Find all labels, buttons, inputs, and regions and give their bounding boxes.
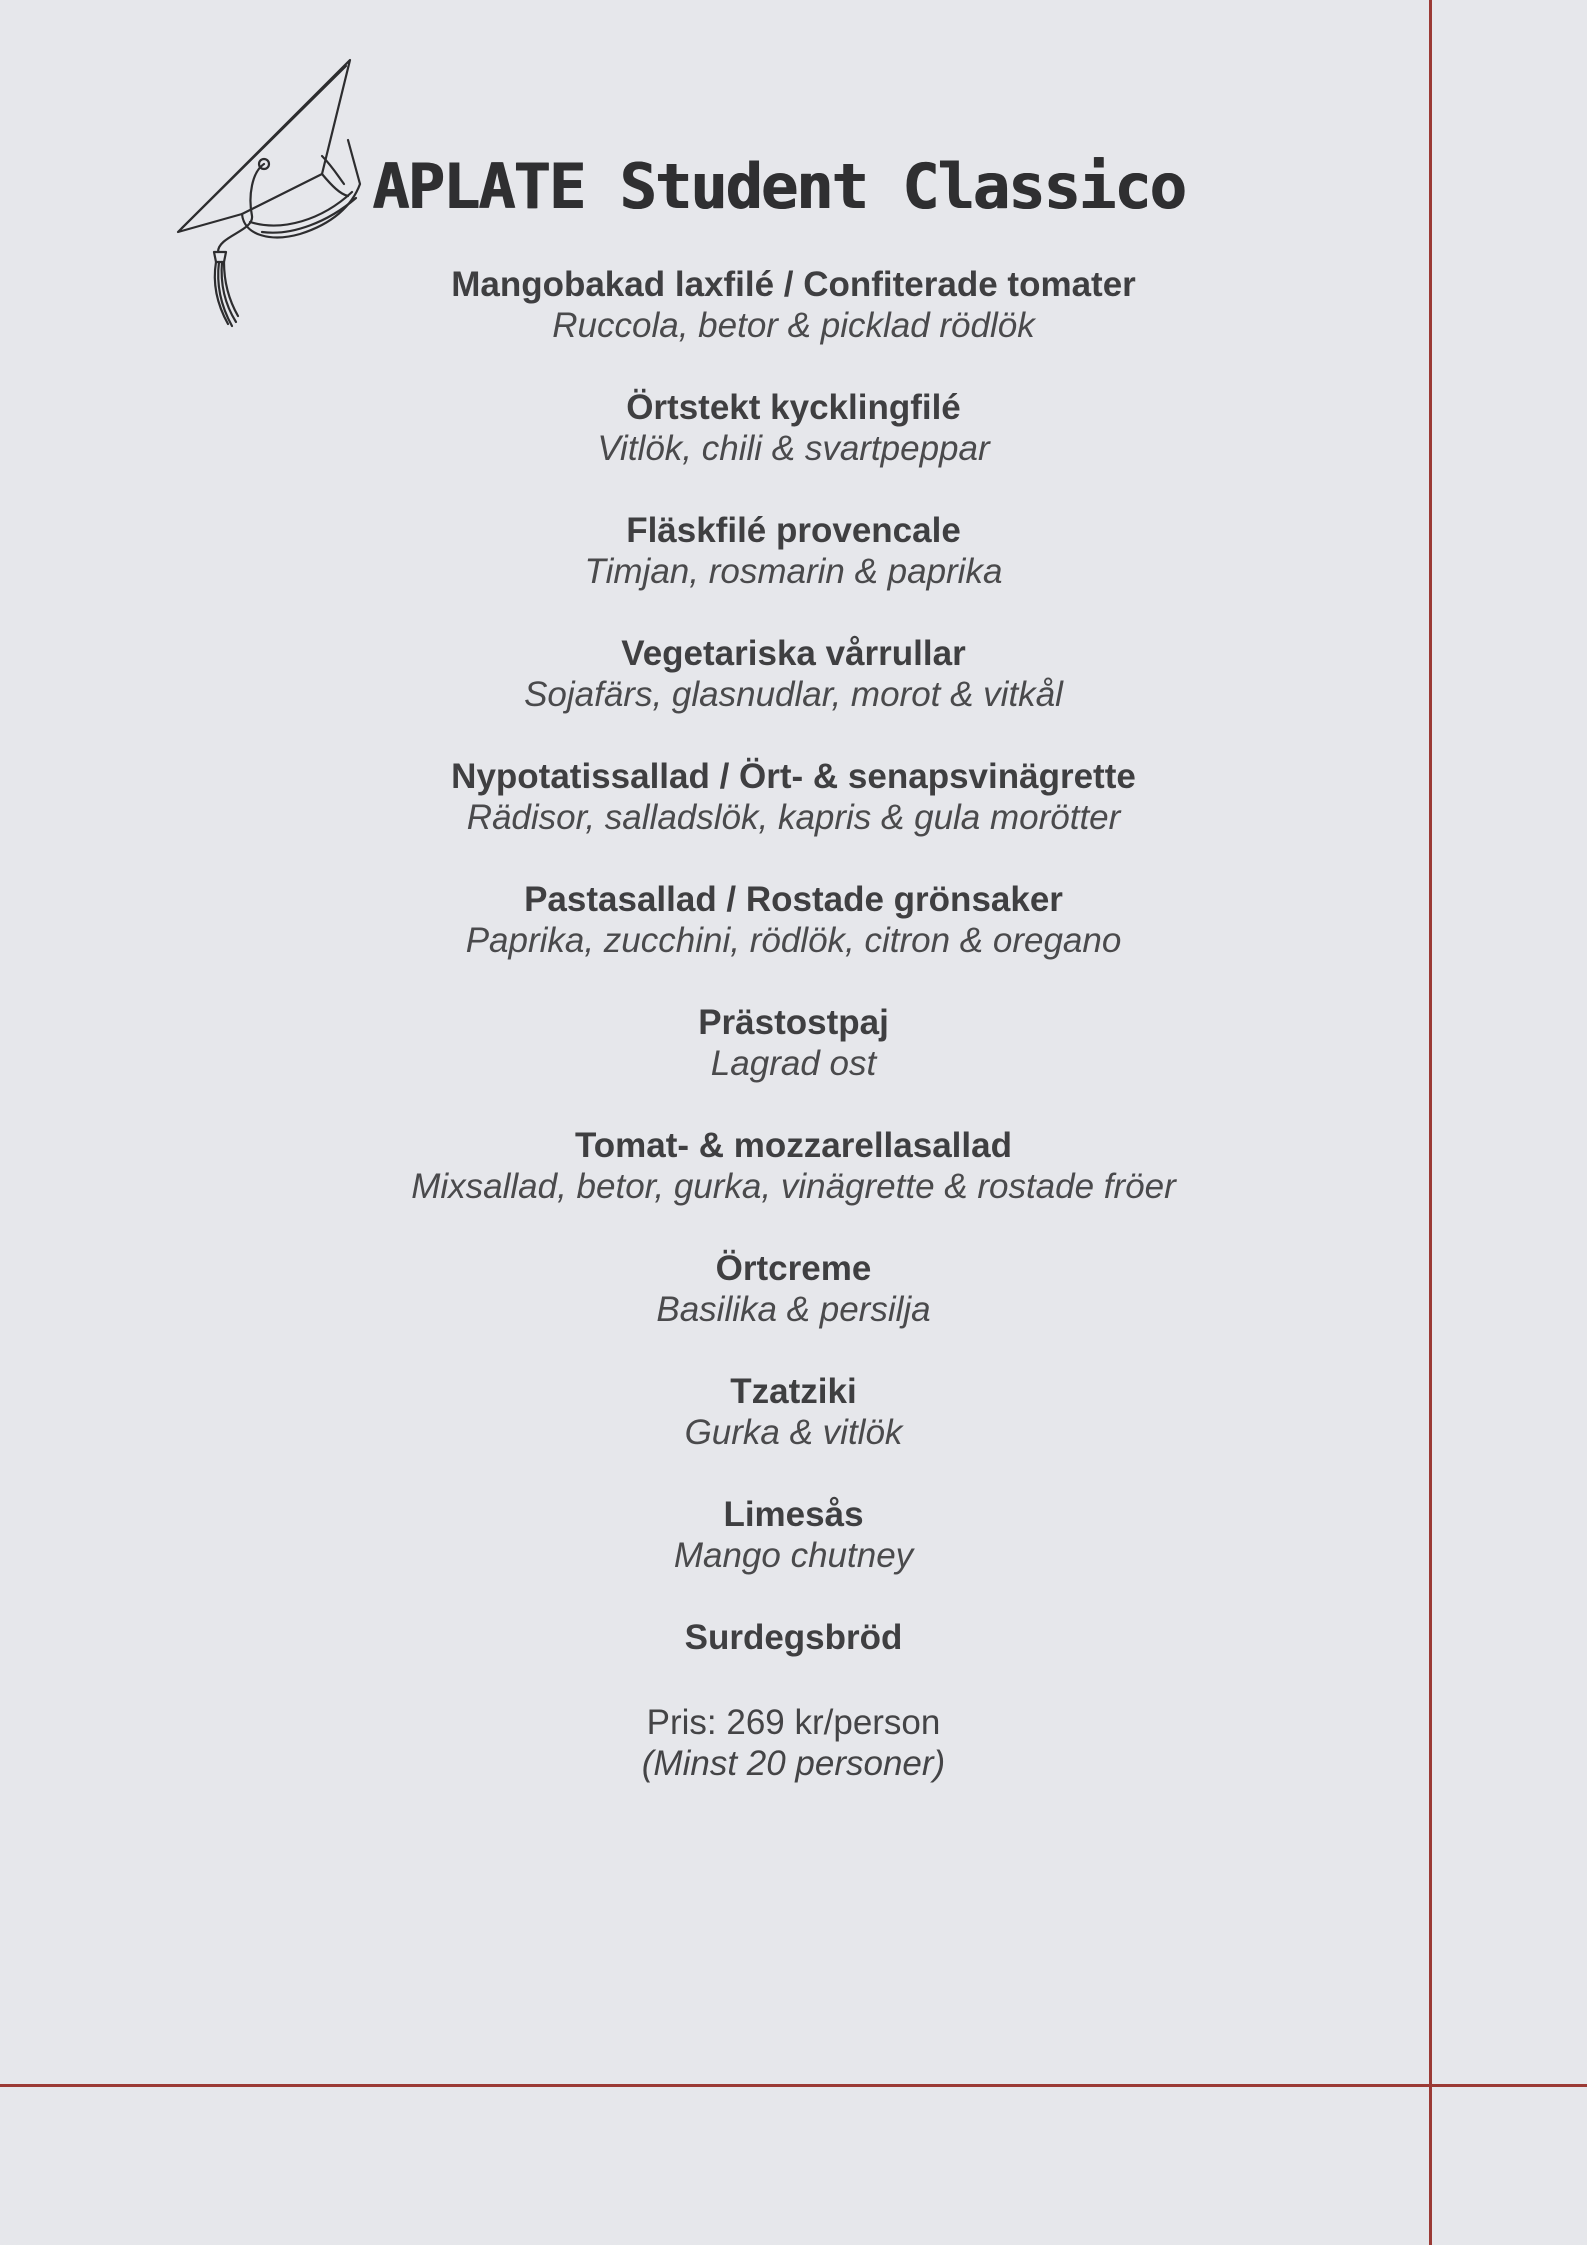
dish-description: Paprika, zucchini, rödlök, citron & oregano [465, 921, 1122, 960]
dish-name: Vegetariska vårrullar [621, 634, 966, 673]
price-block [0, 1702, 1587, 1784]
menu-list [0, 264, 1587, 1740]
dish-description: Lagrad ost [710, 1044, 877, 1083]
dish-item [0, 1002, 1587, 1125]
dish-name: Fläskfilé provencale [626, 511, 961, 550]
dish-item [0, 1371, 1587, 1494]
dish-name: Örtcreme [715, 1249, 872, 1288]
dish-description: Vitlök, chili & svartpeppar [597, 429, 990, 468]
dish-item [0, 756, 1587, 879]
dish-item [0, 387, 1587, 510]
dish-description: Mixsallad, betor, gurka, vinägrette & rostade fröer [411, 1167, 1176, 1206]
dish-item [0, 1248, 1587, 1371]
dish-name: Tomat- & mozzarellasallad [575, 1126, 1012, 1165]
price-label: Pris: 269 kr/person [646, 1703, 941, 1742]
dish-description: Timjan, rosmarin & paprika [584, 552, 1003, 591]
dish-item [0, 1494, 1587, 1617]
dish-name: Surdegsbröd [684, 1618, 903, 1657]
dish-description: Mango chutney [673, 1536, 914, 1575]
dish-name: Pastasallad / Rostade grönsaker [524, 880, 1063, 919]
dish-name: Mangobakad laxfilé / Confiterade tomater [451, 265, 1136, 304]
dish-item [0, 879, 1587, 1002]
dish-description: Sojafärs, glasnudlar, morot & vitkål [524, 675, 1063, 714]
dish-item [0, 510, 1587, 633]
dish-name: Tzatziki [730, 1372, 857, 1411]
page-title: APLATE Student Classico [372, 150, 1185, 223]
horizontal-rule [0, 2084, 1587, 2087]
dish-description: Ruccola, betor & picklad rödlök [552, 306, 1035, 345]
dish-description: Rädisor, salladslök, kapris & gula morötter [466, 798, 1121, 837]
dish-item [0, 264, 1587, 387]
dish-item [0, 633, 1587, 756]
dish-name: Nypotatissallad / Ört- & senapsvinägrette [451, 757, 1136, 796]
dish-name: Limesås [723, 1495, 864, 1534]
dish-name: Örtstekt kycklingfilé [626, 388, 961, 427]
dish-description: Gurka & vitlök [684, 1413, 903, 1452]
dish-name: Prästostpaj [698, 1003, 889, 1042]
price-note: (Minst 20 personer) [641, 1744, 946, 1783]
dish-item [0, 1125, 1587, 1248]
dish-description: Basilika & persilja [656, 1290, 931, 1329]
